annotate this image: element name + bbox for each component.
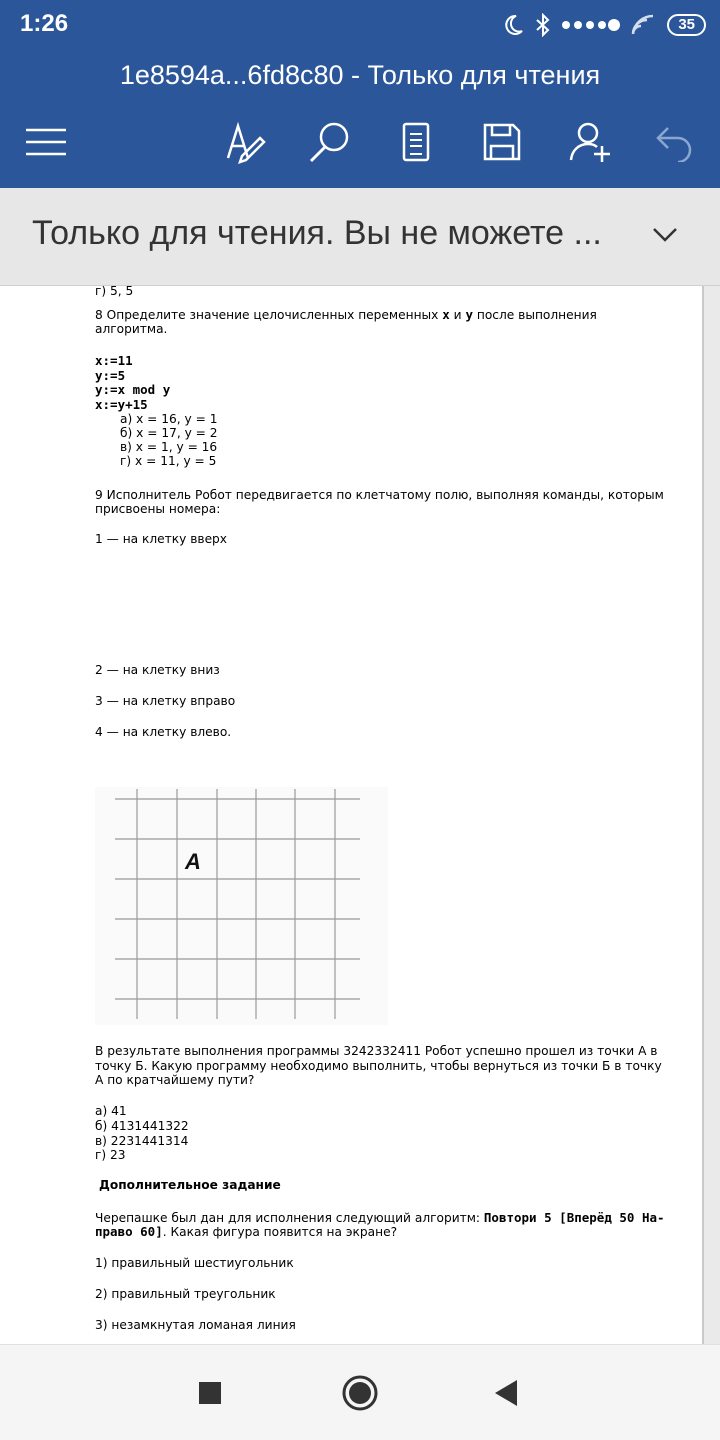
command-item: 2 — на клетку вниз — [95, 663, 220, 677]
question-8-text: 8 Определите значение целочисленных переменных x и y после выполнения — [95, 307, 597, 322]
document-area[interactable] — [0, 286, 720, 1344]
pen-draw-icon — [224, 120, 268, 164]
save-button[interactable] — [480, 120, 524, 164]
square-icon — [198, 1381, 222, 1405]
answer-option: а) x = 16, y = 1 — [120, 412, 218, 426]
question-8-text-2: алгоритма. — [95, 322, 168, 336]
search-icon — [308, 120, 352, 164]
back-button[interactable] — [478, 1365, 534, 1421]
extra-task-title: Дополнительное задание — [99, 1178, 281, 1192]
extra-task-text: Черепашке был дан для исполнения следующий алгоритм: Повтори 5 [Вперёд 50 На- — [95, 1210, 665, 1225]
moon-icon — [501, 13, 525, 37]
document-page — [0, 639, 702, 1344]
share-button[interactable] — [568, 120, 612, 164]
signal-dots-icon — [561, 18, 621, 32]
command-item: 3 — на клетку вправо — [95, 694, 236, 708]
cut-text: г) 5, 5 — [95, 286, 134, 298]
question-9-program-text: точку Б. Какую программу необходимо выполнить, чтобы вернуться из точки Б в точку — [95, 1059, 662, 1073]
question-9-text: 9 Исполнитель Робот передвигается по клетчатому полю, выполняя команды, которым — [95, 488, 664, 502]
draw-button[interactable] — [224, 120, 268, 164]
home-circle-icon — [341, 1374, 379, 1412]
answer-option: б) x = 17, y = 2 — [120, 426, 218, 440]
status-time: 1:26 — [20, 10, 69, 37]
menu-button[interactable] — [24, 120, 68, 164]
answer-option: г) x = 11, y = 5 — [120, 454, 217, 468]
bluetooth-icon — [535, 13, 551, 37]
undo-button[interactable] — [652, 120, 696, 164]
back-triangle-icon — [493, 1379, 519, 1407]
save-icon — [482, 122, 522, 162]
status-bar — [0, 0, 720, 50]
status-icons — [501, 12, 706, 38]
code-line: x:=y+15 — [95, 397, 148, 412]
app-header — [0, 50, 720, 188]
page-edge — [702, 286, 704, 1344]
answer-option: в) 2231441314 — [95, 1134, 189, 1148]
hamburger-menu-icon — [25, 128, 67, 156]
answer-option: 2) правильный треугольник — [95, 1287, 276, 1301]
reading-view-button[interactable] — [394, 120, 438, 164]
search-button[interactable] — [308, 120, 352, 164]
question-9-program-text: А по кратчайшему пути? — [95, 1073, 255, 1087]
grid-figure — [95, 787, 388, 1025]
answer-option: 3) незамкнутая ломаная линия — [95, 1318, 296, 1332]
home-button[interactable] — [332, 1365, 388, 1421]
code-line: x:=11 — [95, 353, 133, 368]
command-item: 4 — на клетку влево. — [95, 725, 232, 739]
wifi-icon — [631, 14, 657, 36]
recent-apps-button[interactable] — [182, 1365, 238, 1421]
command-item: 1 — на клетку вверх — [95, 532, 228, 546]
code-line: y:=x mod y — [95, 382, 171, 397]
question-9-program-text: В результате выполнения программы 3242332411 Робот успешно прошел из точки А в — [95, 1044, 658, 1058]
read-only-message: Только для чтения. Вы не можете ... — [32, 214, 602, 252]
question-9-text-2: присвоены номера: — [95, 502, 221, 516]
read-only-banner[interactable] — [0, 188, 720, 286]
extra-task-text-2: право 60]. Какая фигура появится на экране? — [95, 1224, 398, 1239]
grid-point-label: A — [185, 849, 201, 874]
code-line: y:=5 — [95, 368, 126, 383]
undo-icon — [654, 122, 694, 162]
answer-option: 1) правильный шестиугольник — [95, 1256, 294, 1270]
battery-level: 35 — [667, 14, 706, 36]
reading-view-icon — [400, 122, 432, 162]
answer-option: а) 41 — [95, 1104, 127, 1118]
share-person-icon — [568, 120, 612, 164]
chevron-down-icon[interactable] — [652, 226, 678, 244]
navigation-bar — [0, 1344, 720, 1440]
document-title: 1e8594a...6fd8c80 - Только для чтения — [119, 60, 601, 90]
answer-option: г) 23 — [95, 1148, 126, 1162]
answer-option: в) x = 1, y = 16 — [120, 440, 218, 454]
answer-option: б) 4131441322 — [95, 1119, 189, 1133]
